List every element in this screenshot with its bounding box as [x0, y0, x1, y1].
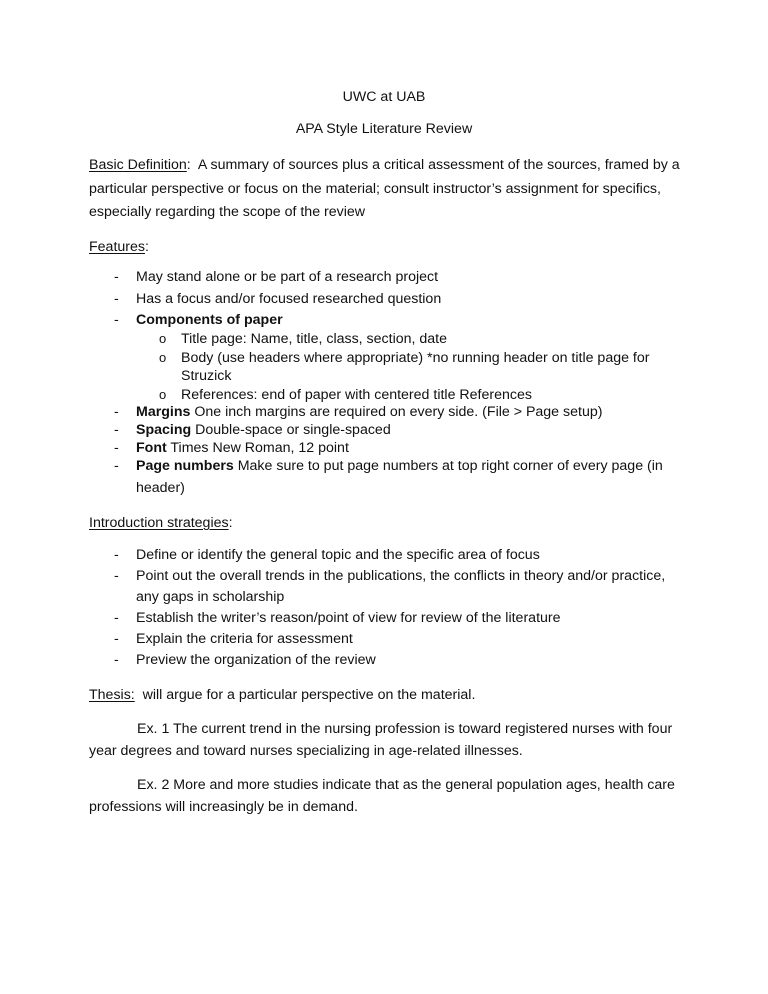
institution-title: UWC at UAB — [342, 89, 426, 105]
example-1-line-1: Ex. 1 The current trend in the nursing profession is toward registered nurses with four — [137, 721, 673, 737]
circle-bullet-icon: o — [159, 387, 167, 402]
definition-line-3: especially regarding the scope of the review — [89, 204, 366, 220]
document-page: UWC at UAB APA Style Literature Review Basic Definition: A summary of sources plus a critical assessment of the sources, framed by a particular perspective or focus on the material; consult instructor’s assignment for specifics, especially regarding the scope of the review Features: - May stand alone or be part of a research project - Has a focus and/or focused researched question - Components of paper o Title page: Name, title, class, section, date o Body (use headers where appropriate) *no running header on title page for Struzick o References: end of paper with centered title References - Margins One inch margins are required on every side. (File > Page setup) - Spacing Double-space or single-spaced - Font Times New Roman, 12 point - Page numbers Make sure to put page numbers at top right corner of every page (in header) Introduction strategies: - Define or identify the general topic and the specific area of focus - Point out the overall trends in the publications, the conflicts in theory and/or practice, any gaps in scholarship - Establish the writer’s reason/point of view for review of the literature - Explain the criteria for assessment - Preview the organization of the review Thesis: will argue for a particular perspective on the material. Ex. 1 The current trend in the nursing profession is toward registered nurses with four year degrees and toward nurses specializing in age-related illnesses. Ex. 2 More and more studies indicate that as the general population ages, health care professions will increasingly be in demand. — [0, 0, 768, 994]
dash-bullet-icon: - — [114, 404, 119, 420]
features-heading: Features: — [89, 239, 149, 255]
document-title: APA Style Literature Review — [295, 121, 473, 137]
dash-bullet-icon: - — [114, 631, 119, 647]
dash-bullet-icon: - — [114, 269, 119, 285]
dash-bullet-icon: - — [114, 291, 119, 307]
introduction-heading: Introduction strategies: — [89, 515, 233, 531]
definition-line-2: particular perspective or focus on the material; consult instructor’s assignment for specifics, — [89, 181, 661, 197]
dash-bullet-icon: - — [114, 547, 119, 563]
dash-bullet-icon: - — [114, 422, 119, 438]
dash-bullet-icon: - — [114, 652, 119, 668]
dash-bullet-icon: - — [114, 610, 119, 626]
example-2-line-2: professions will increasingly be in demand. — [89, 799, 358, 815]
example-1-line-2: year degrees and toward nurses specializing in age-related illnesses. — [89, 743, 523, 759]
thesis-line: Thesis: will argue for a particular perspective on the material. — [89, 687, 476, 703]
circle-bullet-icon: o — [159, 350, 167, 365]
dash-bullet-icon: - — [114, 458, 119, 474]
thesis-label: Thesis: — [89, 687, 135, 703]
dash-bullet-icon: - — [114, 312, 119, 328]
example-2-line-1: Ex. 2 More and more studies indicate that as the general population ages, health care — [137, 777, 675, 793]
definition-label: Basic Definition — [89, 157, 187, 173]
dash-bullet-icon: - — [114, 440, 119, 456]
dash-bullet-icon: - — [114, 568, 119, 584]
circle-bullet-icon: o — [159, 331, 167, 346]
definition-line-1: Basic Definition: A summary of sources plus a critical assessment of the sources, framed by a — [89, 157, 680, 173]
